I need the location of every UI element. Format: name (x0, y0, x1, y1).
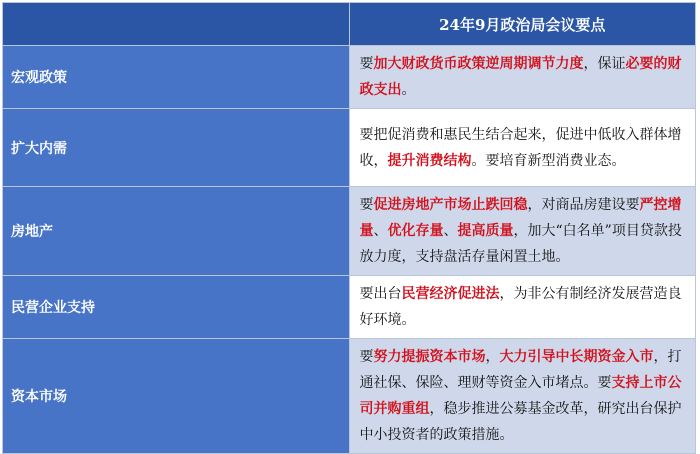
category-label: 房地产 (3, 187, 350, 276)
policy-text (349, 46, 696, 109)
text-segment: ，保证 (583, 56, 626, 72)
table-title: 24年9月政治局会议要点 (349, 3, 696, 46)
text-segment: 要 (359, 56, 374, 72)
policy-text (349, 276, 696, 339)
highlighted-phrase: 提高质量 (457, 223, 514, 239)
text-segment: ，加大“白名单”项目贷款投放力度，支持盘活存量闲置土地。 (359, 223, 682, 265)
highlighted-phrase: 民营经济促进法 (401, 286, 500, 302)
highlighted-phrase: 大力引导中长期资金入市 (499, 349, 654, 365)
category-label: 扩大内需 (3, 109, 350, 187)
text-segment: 、 (443, 223, 458, 239)
highlighted-phrase: 努力提振资本市场 (373, 349, 486, 365)
text-segment: 。 (401, 82, 416, 98)
text-segment: ，稳步推进公募基金改革，研究出台保护中小投资者的政策措施。 (359, 401, 682, 443)
category-label: 资本市场 (3, 339, 350, 454)
key-points-table (2, 2, 696, 443)
policy-text (349, 109, 696, 187)
text-segment: 要 (359, 197, 374, 213)
text-segment: 要 (359, 349, 374, 365)
policy-text (349, 339, 696, 454)
policy-text (349, 187, 696, 276)
text-segment: ，对商品房建设要 (527, 197, 640, 213)
text-segment: ， (485, 349, 500, 365)
text-segment: 、 (373, 223, 388, 239)
highlighted-phrase: 加大财政货币政策逆周期调节力度 (373, 56, 584, 72)
highlighted-phrase: 支持上市公司并购重组 (359, 375, 682, 417)
highlighted-phrase: 提升消费结构 (387, 152, 472, 169)
text-segment: 要出台 (359, 286, 402, 302)
category-label: 民营企业支持 (3, 276, 350, 339)
highlighted-phrase: 严控增量 (359, 197, 682, 239)
highlighted-phrase: 优化存量 (387, 223, 444, 239)
highlighted-phrase: 必要的财政支出 (359, 56, 682, 98)
highlighted-phrase: 促进房地产市场止跌回稳 (373, 197, 528, 213)
category-label: 宏观政策 (3, 46, 350, 109)
text-segment: ，打通社保、保险、理财等资金入市堵点。要 (359, 349, 682, 391)
text-segment: 要把促消费和惠民生结合起来，促进中低收入群体增收， (359, 126, 682, 169)
header-blank-cell (3, 3, 350, 46)
text-segment: 。要培育新型消费业态。 (471, 152, 626, 169)
text-segment: ，为非公有制经济发展营造良好环境。 (359, 286, 682, 328)
